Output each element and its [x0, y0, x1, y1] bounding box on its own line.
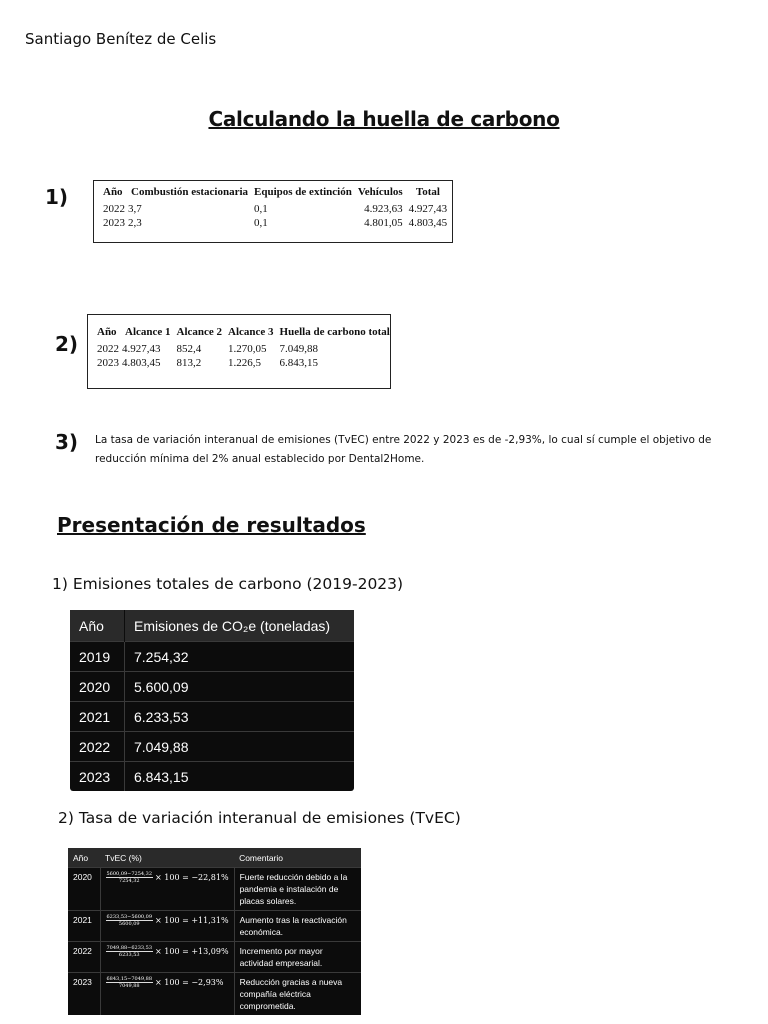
emissions-cell: 5.600,09	[125, 672, 355, 702]
q1-cell: 0,1	[254, 203, 268, 215]
q1-cell: 0,1	[254, 217, 268, 229]
q1-cell: 3,7	[128, 203, 142, 215]
q1-cell: 4.923,63	[364, 203, 403, 215]
author-name: Santiago Benítez de Celis	[25, 30, 217, 48]
formula-cell	[100, 973, 234, 1016]
q2-header-row	[94, 325, 393, 342]
formula-cell	[100, 942, 234, 973]
emissions-cell: 6.233,53	[125, 702, 355, 732]
q2-cell: 1.270,05	[228, 343, 267, 355]
comment-cell: Fuerte reducción debido a la pandemia e instalación de placas solares.	[234, 868, 361, 911]
q2-header-cell: Alcance 2	[176, 326, 223, 338]
comment-cell: Aumento tras la reactivación económica.	[234, 911, 361, 942]
emissions-table	[70, 610, 354, 791]
results-heading: Presentación de resultados	[57, 513, 366, 537]
formula-result: × 100 = +11,31%	[155, 915, 229, 925]
q1-header-cell: Total	[415, 186, 440, 198]
year-cell: 2021	[68, 911, 100, 942]
formula-numerator: 6233,53−5600,09	[106, 914, 153, 920]
q2-cell: 2023	[97, 357, 119, 369]
q1-header-cell: Equipos de extinción	[254, 186, 352, 198]
table-row	[70, 732, 354, 762]
q2-cell: 7.049,88	[279, 343, 319, 355]
q2-table-box	[87, 314, 391, 389]
table-row	[94, 356, 393, 370]
q1-cell: 2023	[103, 217, 125, 229]
q2-cell: 852,4	[176, 343, 202, 355]
q2-header-cell: Huella de carbono total	[279, 326, 390, 338]
year-cell: 2019	[70, 642, 125, 672]
year-cell: 2021	[70, 702, 125, 732]
year-cell: 2023	[70, 762, 125, 792]
formula-numerator: 5600,09−7254,32	[106, 871, 153, 877]
q1-table	[100, 185, 450, 230]
q2-cell: 6.843,15	[279, 357, 319, 369]
formula-denominator: 7049,88	[118, 983, 140, 989]
comment-cell: Reducción gracias a nueva compañía eléctrica comprometida.	[234, 973, 361, 1016]
emissions-cell: 6.843,15	[125, 762, 355, 792]
year-cell: 2022	[70, 732, 125, 762]
q2-header-cell: Alcance 3	[228, 326, 274, 338]
tvec-table	[68, 848, 361, 1015]
table-row	[68, 868, 361, 911]
tvec-header-row	[68, 848, 361, 868]
table-row	[70, 702, 354, 732]
formula-denominator: 5600,09	[118, 921, 140, 927]
question-2-number: 2)	[55, 332, 79, 356]
table-row	[94, 342, 393, 356]
formula-denominator: 6233,53	[118, 952, 140, 958]
q1-cell: 2022	[103, 203, 125, 215]
year-cell: 2020	[70, 672, 125, 702]
q3-answer-text: La tasa de variación interanual de emisiones (TvEC) entre 2022 y 2023 es de -2,93%, lo cual sí cumple el objetivo de reducción mínima del 2% anual establecido por Dental2Home.	[95, 434, 712, 465]
q1-header-row	[100, 185, 450, 202]
formula-cell	[100, 868, 234, 911]
emissions-header-cell: Emisiones de CO₂e (toneladas)	[125, 610, 355, 642]
q2-table	[94, 325, 393, 370]
q2-header-cell: Alcance 1	[125, 326, 171, 338]
emissions-cell: 7.254,32	[125, 642, 355, 672]
q2-cell: 813,2	[176, 357, 202, 369]
emissions-header-row	[70, 610, 354, 642]
document-title: Calculando la huella de carbono	[208, 107, 560, 131]
formula-denominator: 7254,32	[118, 878, 140, 884]
formula-cell	[100, 911, 234, 942]
table-row	[70, 642, 354, 672]
year-cell: 2022	[68, 942, 100, 973]
year-cell: 2023	[68, 973, 100, 1016]
question-1-number: 1)	[45, 185, 69, 209]
question-3-number: 3)	[55, 430, 79, 454]
formula-numerator: 7049,88−6233,53	[106, 945, 153, 951]
table-row	[100, 202, 450, 216]
formula-result: × 100 = −2,93%	[155, 977, 224, 987]
emissions-cell: 7.049,88	[125, 732, 355, 762]
q1-header-cell: Año	[103, 186, 123, 198]
q1-cell: 4.803,45	[408, 217, 448, 229]
tvec-header-cell: TvEC (%)	[100, 848, 234, 868]
formula-numerator: 6843,15−7049,88	[106, 976, 153, 982]
table-row	[68, 911, 361, 942]
table-row	[70, 672, 354, 702]
results-subheading-1: 1) Emisiones totales de carbono (2019-2023)	[52, 575, 404, 593]
q2-cell: 4.803,45	[122, 357, 161, 369]
formula-result: × 100 = −22,81%	[155, 872, 229, 882]
q2-cell: 1.226,5	[228, 357, 262, 369]
tvec-header-cell: Comentario	[234, 848, 361, 868]
emissions-header-cell: Año	[70, 610, 125, 642]
q1-table-box	[93, 180, 453, 243]
q2-cell: 2022	[97, 343, 119, 355]
table-row	[68, 942, 361, 973]
comment-cell: Incremento por mayor actividad empresarial.	[234, 942, 361, 973]
table-row	[100, 216, 450, 230]
table-row	[68, 973, 361, 1016]
q1-header-cell: Combustión estacionaria	[131, 186, 249, 198]
q1-cell: 4.801,05	[364, 217, 403, 229]
q1-header-cell: Vehículos	[357, 186, 403, 198]
q1-cell: 4.927,43	[408, 203, 448, 215]
q2-cell: 4.927,43	[122, 343, 161, 355]
results-subheading-2: 2) Tasa de variación interanual de emisiones (TvEC)	[58, 809, 461, 827]
q1-cell: 2,3	[128, 217, 142, 229]
formula-result: × 100 = +13,09%	[155, 946, 229, 956]
year-cell: 2020	[68, 868, 100, 911]
tvec-header-cell: Año	[68, 848, 100, 868]
table-row	[70, 762, 354, 792]
q2-header-cell: Año	[97, 326, 117, 338]
